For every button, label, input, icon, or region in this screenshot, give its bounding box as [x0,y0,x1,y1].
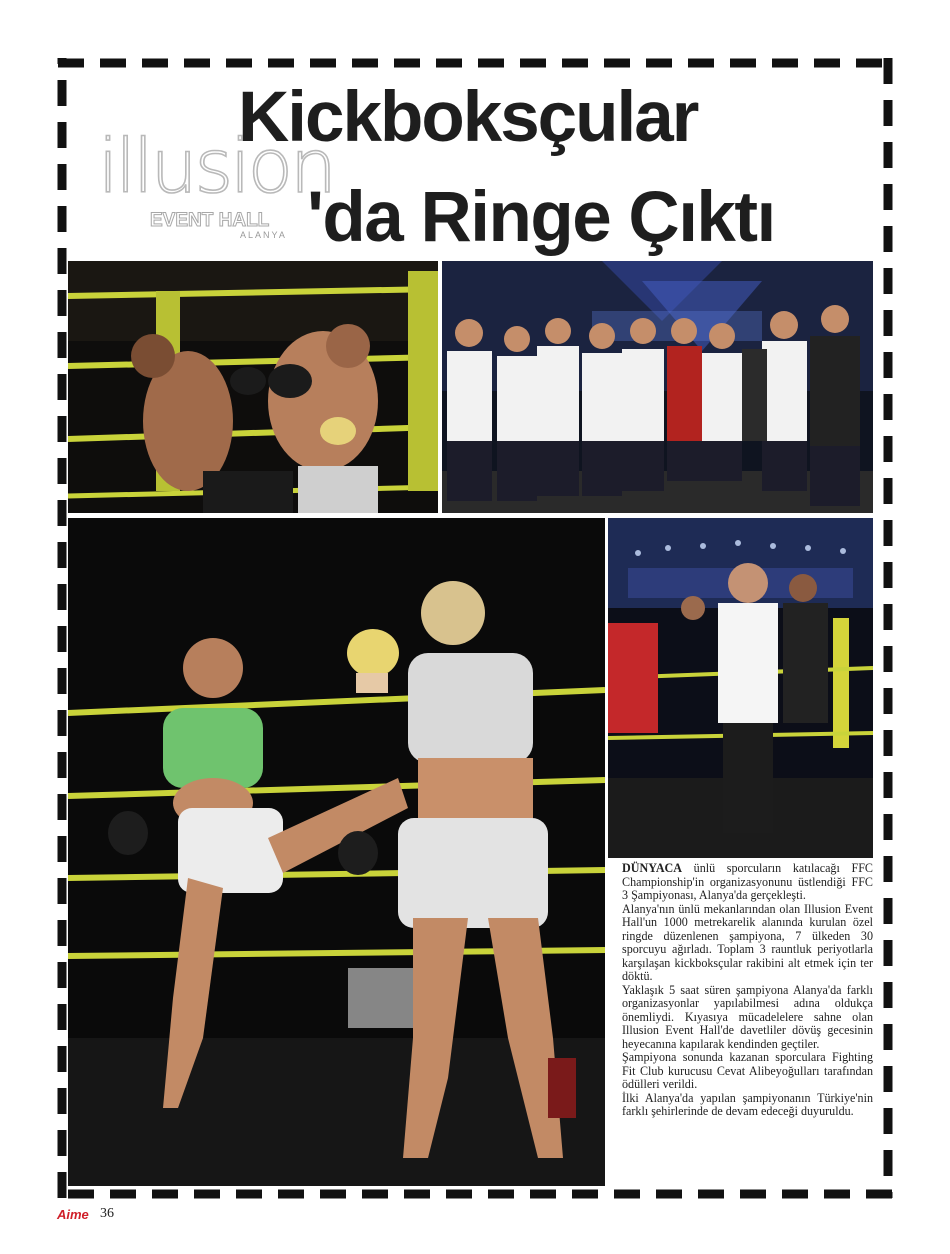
lead-word: DÜNYACA [622,861,683,875]
paragraph-4: Şampiyona sonunda kazanan sporculara Fighting Fit Club kurucusu Cevat Alibeyoğulları tarafından ödülleri verildi. [622,1050,873,1091]
logo-word: illusion [98,124,334,210]
photo-men-fight [68,261,438,513]
photo-speaker [608,518,873,858]
illusion-logo [98,124,334,242]
headline-line-2: 'da Ringe Çıktı [307,178,775,257]
photo-group [442,261,873,513]
page-number: 36 [100,1206,114,1221]
article-body [622,862,873,1119]
paragraph-1 [622,862,873,903]
paragraph-1-text: ünlü sporcuların katılacağı FFC Championship'in organizasyonunu üstlendiği FFC 3 Şampiyonası, Alanya'da gerçekleşti. [622,861,873,902]
magazine-logo: Aime [57,1207,89,1222]
paragraph-5: İlki Alanya'da yapılan şampiyonanın Türkiye'nin farklı şehirlerinde de devam edeceği duyuruldu. [622,1090,873,1118]
photo-women-fight [68,518,605,1186]
headline-line-1: Kickboksçular [238,78,698,157]
paragraph-3: Yaklaşık 5 saat süren şampiyona Alanya'da farklı organizasyonlar yapılabilmesi adına oldukça önemliydi. Kıyasıya mücadelelere sahne olan Illusion Event Hall'de davetliler dövüş gecesinin heyecanına kapılarak kendinden geçtiler. [622,982,873,1051]
logo-subtitle: EVENT HALL [150,210,270,231]
logo-location: ALANYA [240,230,287,240]
paragraph-2: Alanya'nın ünlü mekanlarından olan Illusion Event Hall'un 1000 metrekarelik alanında kurulan özel ringde düzenlenen şampiyona, 7 ülkeden 30 sporcuyu ağırladı. Toplam 3 rauntluk periyotlarla karşılaşan kickboksçular rakibini alt etmek için ter döktü. [622,901,873,983]
